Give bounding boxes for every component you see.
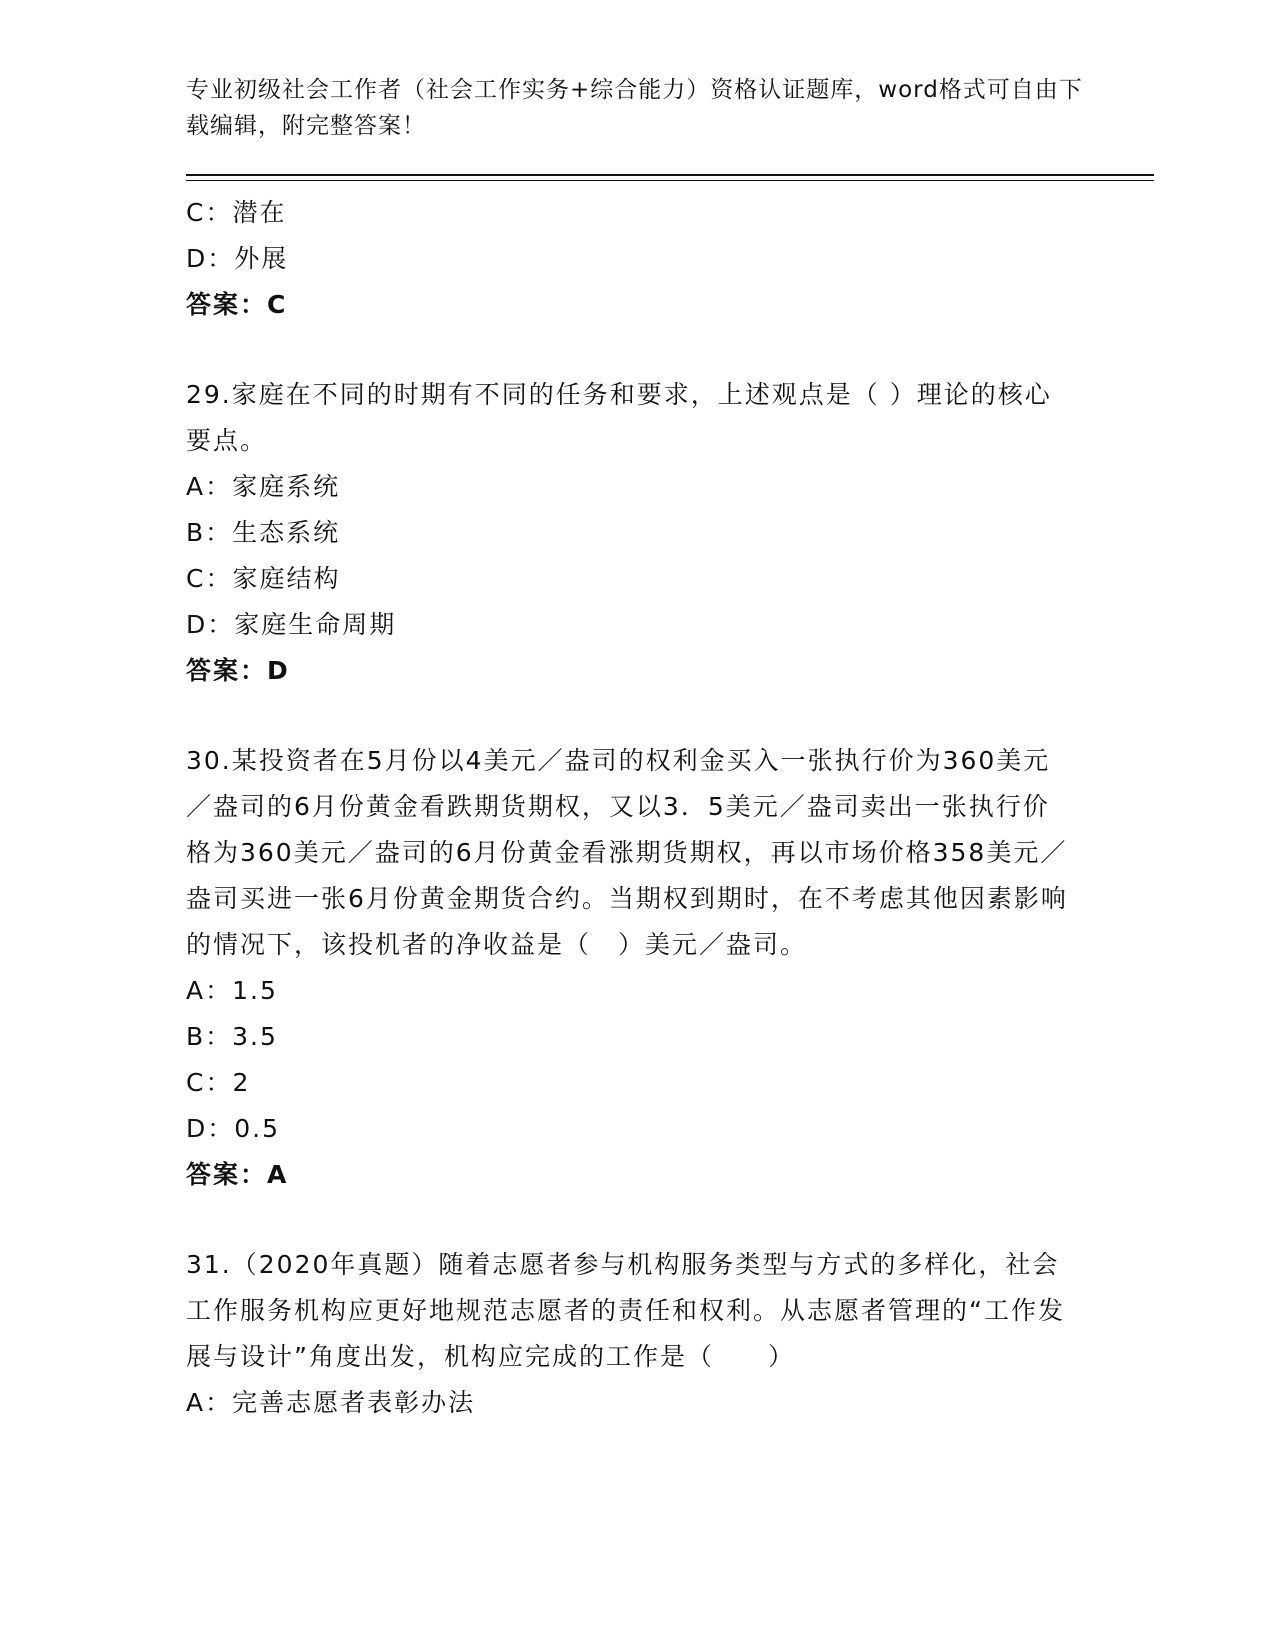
option-text: 2 [232, 1068, 251, 1097]
question-stem: 31.（2020年真题）随着志愿者参与机构服务类型与方式的多样化，社会工作服务机构应更好地规范志愿者的责任和权利。从志愿者管理的“工作发展与设计”角度出发，机构应完成的工作是（ ） [186, 1250, 1065, 1371]
option-key: C： [186, 564, 233, 593]
option-key: B： [186, 518, 233, 547]
answer-line: 答案：A [186, 1160, 289, 1189]
answer-line: 答案：C [186, 290, 288, 319]
option-d [186, 236, 1086, 282]
option-d [186, 1106, 1086, 1152]
option-c [186, 556, 1086, 602]
question-30 [186, 738, 1086, 1198]
option-key: C： [186, 1068, 233, 1097]
option-b [186, 510, 1086, 556]
question-content [186, 190, 1086, 1426]
option-text: 1.5 [232, 976, 278, 1005]
answer-line: 答案：D [186, 656, 290, 685]
option-key: A： [186, 472, 233, 501]
spacer [186, 694, 1086, 738]
option-text: 潜在 [232, 198, 287, 227]
option-text: 家庭系统 [232, 472, 341, 501]
header-divider-thick [186, 174, 1154, 176]
option-text: 外展 [234, 244, 289, 273]
option-c [186, 1060, 1086, 1106]
option-b [186, 1014, 1086, 1060]
header-divider-thin [186, 180, 1154, 181]
question-stem: 29.家庭在不同的时期有不同的任务和要求，上述观点是（ ）理论的核心要点。 [186, 380, 1052, 455]
question-29 [186, 372, 1086, 694]
option-key: D： [186, 244, 235, 273]
option-a [186, 1380, 1086, 1426]
option-key: D： [186, 610, 235, 639]
question-31 [186, 1242, 1086, 1426]
option-key: D： [186, 1114, 235, 1143]
spacer [186, 1198, 1086, 1242]
option-d [186, 602, 1086, 648]
option-a [186, 968, 1086, 1014]
spacer [186, 328, 1086, 372]
option-text: 0.5 [234, 1114, 281, 1143]
question-stem: 30.某投资者在5月份以4美元／盎司的权利金买入一张执行价为360美元／盎司的6月份黄金看跌期货期权，又以3．5美元／盎司卖出一张执行价格为360美元／盎司的6月份黄金看涨期货期权，再以市场价格358美元／盎司买进一张6月份黄金期货合约。当期权到期时，在不考虑其他因素影响的情况下，该投机者的净收益是（ ）美元／盎司。 [186, 746, 1068, 959]
option-text: 生态系统 [232, 518, 341, 547]
option-text: 家庭生命周期 [234, 610, 397, 639]
option-a [186, 464, 1086, 510]
option-text: 家庭结构 [232, 564, 341, 593]
option-key: C： [186, 198, 233, 227]
option-key: A： [186, 1388, 233, 1417]
option-c [186, 190, 1086, 236]
option-text: 完善志愿者表彰办法 [232, 1388, 476, 1417]
partial-question [186, 190, 1086, 328]
document-header: 专业初级社会工作者（社会工作实务+综合能力）资格认证题库，word格式可自由下载编辑，附完整答案！ [186, 77, 1083, 139]
option-key: A： [186, 976, 233, 1005]
option-key: B： [186, 1022, 233, 1051]
option-text: 3.5 [232, 1022, 278, 1051]
